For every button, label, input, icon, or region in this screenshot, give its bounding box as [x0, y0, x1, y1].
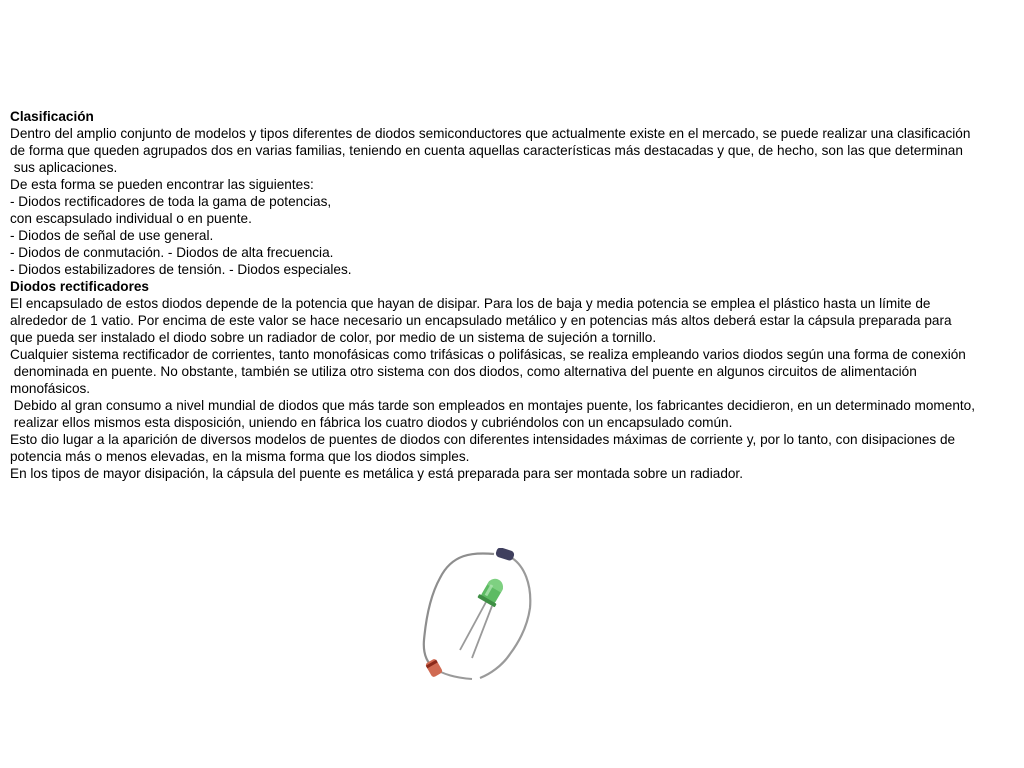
document-body — [10, 108, 1016, 482]
green-led — [477, 575, 507, 608]
paragraph-line: - Diodos de señal de use general. — [10, 228, 214, 243]
paragraph-line: Cualquier sistema rectificador de corrientes, tanto monofásicas como trifásicas o polifásicas, se realiza empleando varios diodos según una forma de conexión — [10, 347, 966, 362]
paragraph-line: potencia más o menos elevadas, en la misma forma que los diodos simples. — [10, 449, 470, 464]
paragraph-line: - Diodos rectificadores de toda la gama de potencias, — [10, 194, 332, 209]
paragraph-line: El encapsulado de estos diodos depende de la potencia que hayan de disipar. Para los de baja y media potencia se emplea el plástico hasta un límite de — [10, 296, 931, 311]
led-leg — [472, 606, 492, 658]
paragraph-line: denominada en puente. No obstante, también se utiliza otro sistema con dos diodos, como alternativa del puente en algunos circuitos de alimentación — [10, 364, 917, 379]
paragraph-line: - Diodos estabilizadores de tensión. - Diodos especiales. — [10, 262, 352, 277]
paragraph-line: Debido al gran consumo a nivel mundial de diodos que más tarde son empleados en montajes puente, los fabricantes decidieron, en un determinado momento, — [10, 398, 975, 413]
paragraph-line: De esta forma se pueden encontrar las siguientes: — [10, 177, 314, 192]
section-heading: Clasificación — [10, 109, 94, 124]
paragraph-line: Esto dio lugar a la aparición de diversos modelos de puentes de diodos con diferentes intensidades máximas de corriente y, por lo tanto, con disipaciones de — [10, 432, 956, 447]
diodes-photo-icon — [412, 548, 546, 688]
paragraph-line: En los tipos de mayor disipación, la cápsula del puente es metálica y está preparada para ser montada sobre un radiador. — [10, 466, 743, 481]
paragraph-line: con escapsulado individual o en puente. — [10, 211, 252, 226]
paragraph-line: alrededor de 1 vatio. Por encima de este valor se hace necesario un encapsulado metálico y en potencias más altos deberá estar la cápsula preparada para — [10, 313, 952, 328]
dark-diode-body — [495, 548, 515, 562]
paragraph-line: - Diodos de conmutación. - Diodos de alta frecuencia. — [10, 245, 334, 260]
paragraph-line: Dentro del amplio conjunto de modelos y tipos diferentes de diodos semiconductores que actualmente existe en el mercado, se puede realizar una clasificación — [10, 126, 971, 141]
led-leg — [460, 602, 486, 650]
paragraph-line: que pueda ser instalado el diodo sobre un radiador de color, por medio de un sistema de sujeción a tornillo. — [10, 330, 657, 345]
paragraph-line: de forma que queden agrupados dos en varias familias, teniendo en cuenta aquellas características más destacadas y que, de hecho, son las que determinan — [10, 143, 963, 158]
diode-lead-wire — [424, 553, 494, 668]
section-heading: Diodos rectificadores — [10, 279, 149, 294]
paragraph-line: realizar ellos mismos esta disposición, uniendo en fábrica los cuatro diodos y cubriéndolos con un encapsulado común. — [10, 415, 733, 430]
paragraph-line: monofásicos. — [10, 381, 91, 396]
paragraph-line: sus aplicaciones. — [10, 160, 118, 175]
